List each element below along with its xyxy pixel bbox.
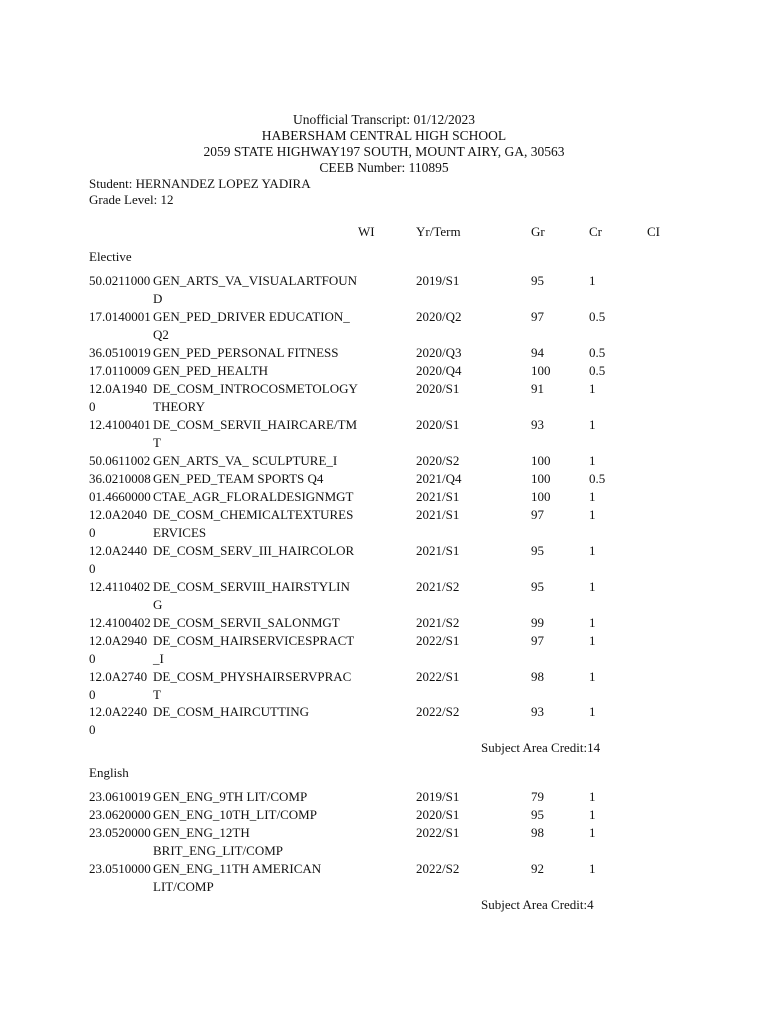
grade-level: Grade Level: 12 bbox=[89, 192, 174, 207]
course-grade: 100 bbox=[531, 489, 551, 504]
course-code: 50.0211000 bbox=[89, 273, 151, 288]
school-address: 2059 STATE HIGHWAY197 SOUTH, MOUNT AIRY, GA, 30563 bbox=[203, 144, 565, 159]
course-term: 2022/S2 bbox=[416, 704, 460, 719]
col-header-gr: Gr bbox=[531, 224, 545, 239]
course-name: DE_COSM_SERVIII_HAIRSTYLING bbox=[153, 579, 350, 612]
course-credit: 1 bbox=[589, 507, 596, 522]
course-code: 12.0A24400 bbox=[89, 543, 148, 576]
course-code: 12.4110402 bbox=[89, 579, 151, 594]
course-term: 2020/S1 bbox=[416, 417, 460, 432]
course-credit: 1 bbox=[589, 543, 596, 558]
course-credit: 1 bbox=[589, 579, 596, 594]
course-term: 2021/S1 bbox=[416, 489, 460, 504]
course-code: 12.0A20400 bbox=[89, 507, 148, 540]
course-term: 2020/S1 bbox=[416, 807, 460, 822]
course-credit: 1 bbox=[589, 489, 596, 504]
course-term: 2021/S1 bbox=[416, 543, 460, 558]
course-credit: 0.5 bbox=[589, 309, 606, 324]
course-name: GEN_PED_PERSONAL FITNESS bbox=[153, 345, 339, 360]
course-name: DE_COSM_SERVII_SALONMGT bbox=[153, 615, 340, 630]
course-grade: 98 bbox=[531, 825, 544, 840]
course-grade: 93 bbox=[531, 704, 544, 719]
course-name: DE_COSM_SERV_III_HAIRCOLOR bbox=[153, 543, 355, 558]
col-header-ci: CI bbox=[647, 224, 660, 239]
course-name: GEN_ARTS_VA_VISUALARTFOUND bbox=[153, 273, 358, 306]
course-term: 2022/S1 bbox=[416, 633, 460, 648]
course-code: 23.0610019 bbox=[89, 789, 151, 804]
section-title-english: English bbox=[89, 765, 129, 780]
col-header-cr: Cr bbox=[589, 224, 602, 239]
student-name: Student: HERNANDEZ LOPEZ YADIRA bbox=[89, 176, 311, 191]
course-name: GEN_ENG_12TH BRIT_ENG_LIT/COMP bbox=[153, 825, 283, 858]
course-name: DE_COSM_HAIRSERVICESPRACT_I bbox=[153, 633, 355, 666]
course-name: GEN_ENG_10TH_LIT/COMP bbox=[153, 807, 317, 822]
course-code: 12.4100402 bbox=[89, 615, 151, 630]
course-grade: 95 bbox=[531, 273, 544, 288]
course-code: 23.0620000 bbox=[89, 807, 151, 822]
col-header-yr-term: Yr/Term bbox=[416, 224, 461, 239]
course-term: 2020/S1 bbox=[416, 381, 460, 396]
course-term: 2022/S1 bbox=[416, 669, 460, 684]
course-credit: 0.5 bbox=[589, 363, 606, 378]
course-term: 2020/Q2 bbox=[416, 309, 462, 324]
course-credit: 1 bbox=[589, 825, 596, 840]
course-name: GEN_ENG_9TH LIT/COMP bbox=[153, 789, 308, 804]
course-term: 2020/Q4 bbox=[416, 363, 462, 378]
course-code: 23.0520000 bbox=[89, 825, 151, 840]
course-grade: 97 bbox=[531, 507, 544, 522]
course-code: 12.0A27400 bbox=[89, 669, 148, 702]
course-name: DE_COSM_PHYSHAIRSERVPRACT bbox=[153, 669, 352, 702]
course-grade: 99 bbox=[531, 615, 544, 630]
course-credit: 1 bbox=[589, 633, 596, 648]
course-term: 2019/S1 bbox=[416, 273, 460, 288]
transcript-title: Unofficial Transcript: 01/12/2023 bbox=[293, 112, 475, 127]
course-grade: 95 bbox=[531, 807, 544, 822]
course-grade: 79 bbox=[531, 789, 544, 804]
course-code: 17.0110009 bbox=[89, 363, 151, 378]
course-term: 2021/S2 bbox=[416, 615, 460, 630]
course-grade: 100 bbox=[531, 471, 551, 486]
course-grade: 93 bbox=[531, 417, 544, 432]
course-name: GEN_ENG_11TH AMERICAN LIT/COMP bbox=[153, 861, 322, 894]
course-credit: 1 bbox=[589, 381, 596, 396]
course-credit: 1 bbox=[589, 669, 596, 684]
course-name: GEN_PED_TEAM SPORTS Q4 bbox=[153, 471, 324, 486]
course-grade: 92 bbox=[531, 861, 544, 876]
course-credit: 1 bbox=[589, 417, 596, 432]
course-name: DE_COSM_INTROCOSMETOLOGYTHEORY bbox=[153, 381, 358, 414]
course-code: 17.0140001 bbox=[89, 309, 151, 324]
course-code: 12.4100401 bbox=[89, 417, 151, 432]
subject-area-credit-english: Subject Area Credit:4 bbox=[481, 897, 594, 912]
course-grade: 94 bbox=[531, 345, 544, 360]
section-title-elective: Elective bbox=[89, 249, 132, 264]
course-credit: 1 bbox=[589, 615, 596, 630]
course-credit: 1 bbox=[589, 807, 596, 822]
course-credit: 1 bbox=[589, 704, 596, 719]
course-term: 2019/S1 bbox=[416, 789, 460, 804]
course-grade: 97 bbox=[531, 309, 544, 324]
course-grade: 95 bbox=[531, 543, 544, 558]
course-name: DE_COSM_SERVII_HAIRCARE/TMT bbox=[153, 417, 358, 450]
course-code: 12.0A19400 bbox=[89, 381, 148, 414]
course-term: 2020/S2 bbox=[416, 453, 460, 468]
subject-area-credit-elective: Subject Area Credit:14 bbox=[481, 740, 601, 755]
course-grade: 100 bbox=[531, 453, 551, 468]
course-credit: 0.5 bbox=[589, 471, 606, 486]
course-term: 2020/Q3 bbox=[416, 345, 462, 360]
course-credit: 0.5 bbox=[589, 345, 606, 360]
course-credit: 1 bbox=[589, 789, 596, 804]
course-name: CTAE_AGR_FLORALDESIGNMGT bbox=[153, 489, 354, 504]
course-code: 36.0510019 bbox=[89, 345, 151, 360]
col-header-wi: WI bbox=[358, 224, 375, 239]
course-term: 2021/S2 bbox=[416, 579, 460, 594]
course-name: DE_COSM_CHEMICALTEXTURESERVICES bbox=[153, 507, 354, 540]
course-code: 01.4660000 bbox=[89, 489, 151, 504]
course-term: 2021/Q4 bbox=[416, 471, 462, 486]
course-grade: 98 bbox=[531, 669, 544, 684]
course-name: GEN_PED_HEALTH bbox=[153, 363, 269, 378]
course-grade: 95 bbox=[531, 579, 544, 594]
course-code: 12.0A22400 bbox=[89, 704, 148, 737]
course-term: 2022/S2 bbox=[416, 861, 460, 876]
course-credit: 1 bbox=[589, 861, 596, 876]
course-term: 2022/S1 bbox=[416, 825, 460, 840]
course-name: DE_COSM_HAIRCUTTING bbox=[153, 704, 309, 719]
school-name: HABERSHAM CENTRAL HIGH SCHOOL bbox=[261, 128, 507, 143]
course-credit: 1 bbox=[589, 273, 596, 288]
course-term: 2021/S1 bbox=[416, 507, 460, 522]
course-credit: 1 bbox=[589, 453, 596, 468]
course-grade: 97 bbox=[531, 633, 544, 648]
course-code: 36.0210008 bbox=[89, 471, 151, 486]
course-grade: 100 bbox=[531, 363, 551, 378]
course-name: GEN_PED_DRIVER EDUCATION_Q2 bbox=[153, 309, 350, 342]
course-name: GEN_ARTS_VA_ SCULPTURE_I bbox=[153, 453, 338, 468]
course-grade: 91 bbox=[531, 381, 544, 396]
ceeb-number: CEEB Number: 110895 bbox=[319, 160, 449, 175]
course-code: 50.0611002 bbox=[89, 453, 151, 468]
course-code: 12.0A29400 bbox=[89, 633, 148, 666]
course-code: 23.0510000 bbox=[89, 861, 151, 876]
